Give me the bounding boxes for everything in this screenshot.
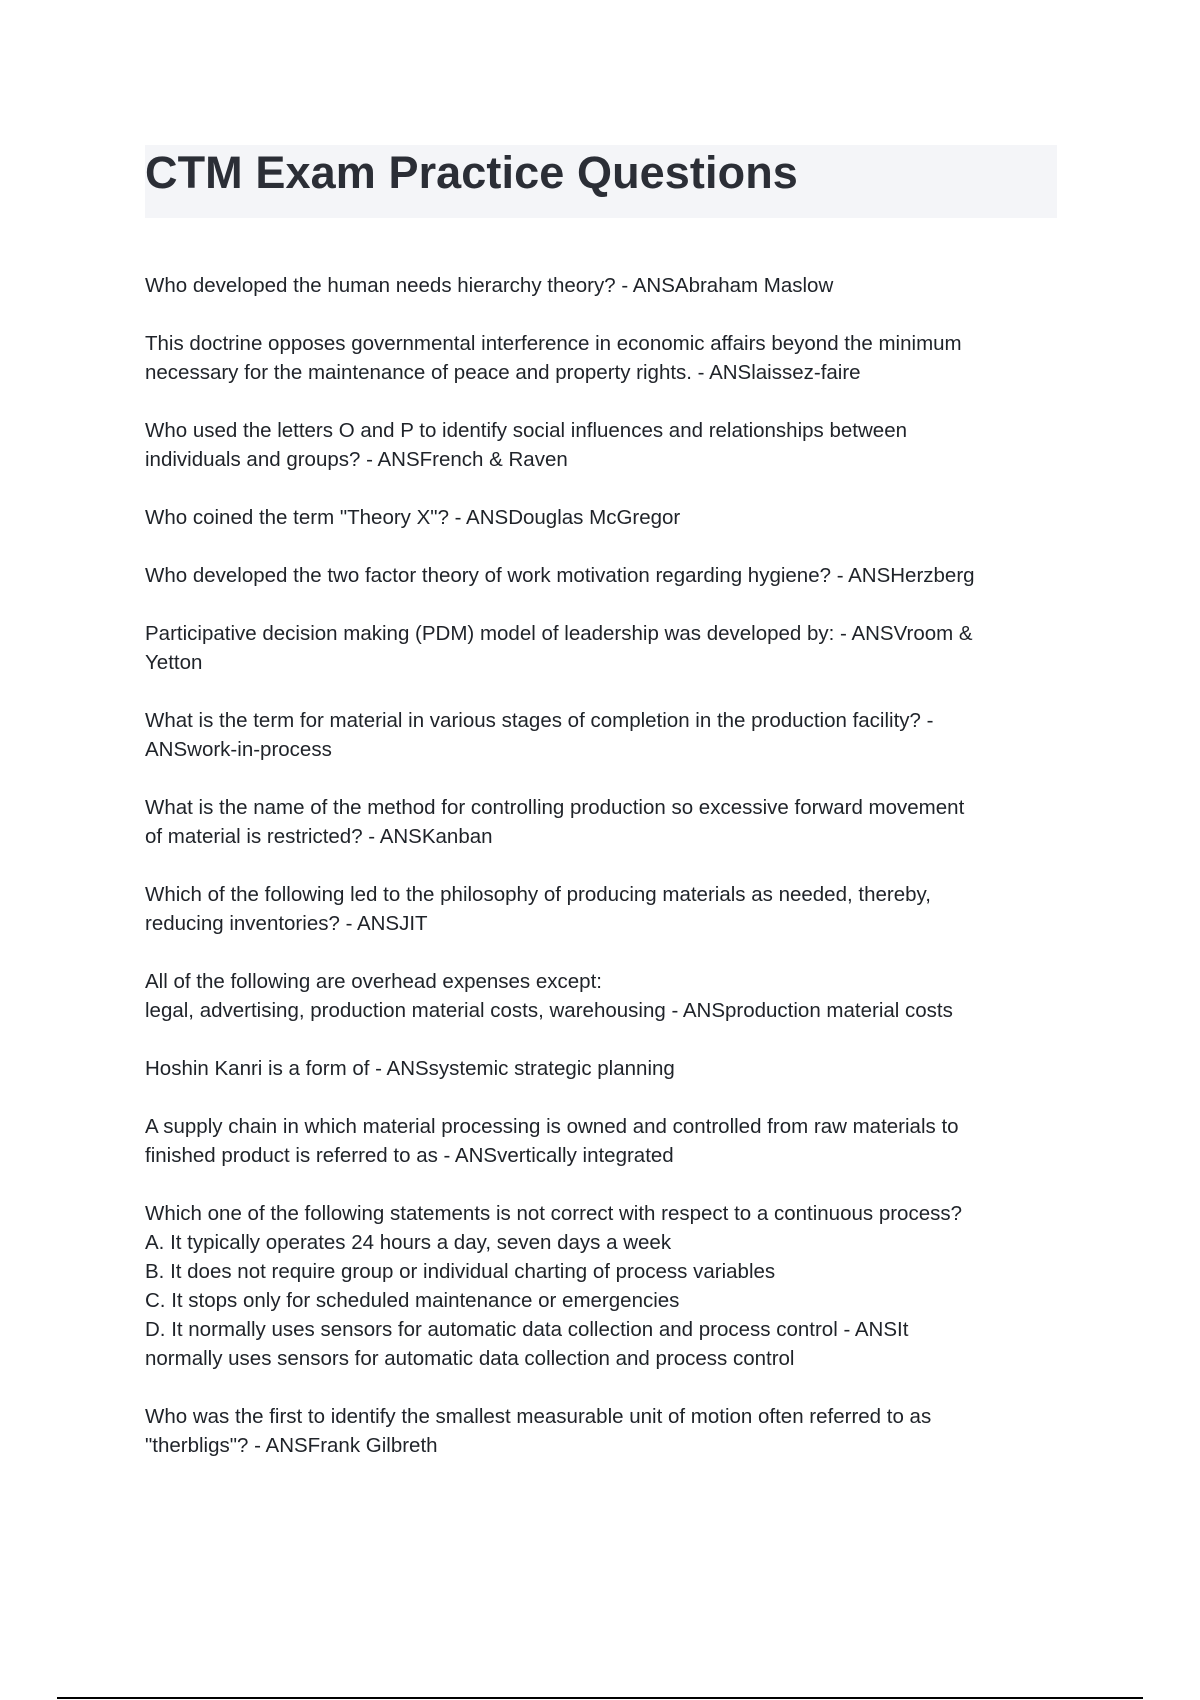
question-item: [145, 619, 1057, 677]
answer-option: B. It does not require group or individual charting of process variables: [145, 1260, 776, 1283]
question-line: Who developed the human needs hierarchy theory? - ANSAbraham Maslow: [145, 274, 834, 297]
question-line: What is the name of the method for controlling production so excessive forward movement: [145, 796, 965, 819]
question-line: ANSwork-in-process: [145, 738, 332, 761]
question-line: Participative decision making (PDM) model of leadership was developed by: - ANSVroom &: [145, 622, 973, 645]
question-line: finished product is referred to as - ANSvertically integrated: [145, 1144, 674, 1167]
question-line: This doctrine opposes governmental interference in economic affairs beyond the minimum: [145, 332, 962, 355]
question-item: [145, 706, 1057, 764]
question-line: Who was the first to identify the smallest measurable unit of motion often referred to as: [145, 1405, 932, 1428]
question-line: Who developed the two factor theory of work motivation regarding hygiene? - ANSHerzberg: [145, 564, 975, 587]
question-item: [145, 1054, 1057, 1083]
question-line: Which one of the following statements is not correct with respect to a continuous process?: [145, 1202, 962, 1225]
question-item: [145, 1112, 1057, 1170]
question-line: individuals and groups? - ANSFrench & Raven: [145, 448, 568, 471]
question-item: [145, 329, 1057, 387]
question-line: necessary for the maintenance of peace and property rights. - ANSlaissez-faire: [145, 361, 861, 384]
question-line: A supply chain in which material processing is owned and controlled from raw materials to: [145, 1115, 959, 1138]
answer-option: A. It typically operates 24 hours a day, seven days a week: [145, 1231, 672, 1254]
question-line: Yetton: [145, 651, 203, 674]
question-item: [145, 271, 1057, 300]
answer-option: C. It stops only for scheduled maintenance or emergencies: [145, 1289, 680, 1312]
question-line: Which of the following led to the philosophy of producing materials as needed, thereby,: [145, 883, 931, 906]
question-item: [145, 503, 1057, 532]
answer-option: D. It normally uses sensors for automatic data collection and process control - ANSIt: [145, 1318, 909, 1341]
question-line: legal, advertising, production material costs, warehousing - ANSproduction material costs: [145, 999, 953, 1022]
question-item: [145, 416, 1057, 474]
question-line: All of the following are overhead expenses except:: [145, 970, 602, 993]
question-item: [145, 1199, 1057, 1373]
question-line: Who coined the term "Theory X"? - ANSDouglas McGregor: [145, 506, 681, 529]
question-line: normally uses sensors for automatic data collection and process control: [145, 1347, 795, 1370]
page-title: CTM Exam Practice Questions: [145, 147, 798, 198]
question-item: [145, 967, 1057, 1025]
question-line: Hoshin Kanri is a form of - ANSsystemic strategic planning: [145, 1057, 675, 1080]
question-item: [145, 793, 1057, 851]
question-line: "therbligs"? - ANSFrank Gilbreth: [145, 1434, 438, 1457]
question-line: Who used the letters O and P to identify social influences and relationships between: [145, 419, 907, 442]
question-item: [145, 880, 1057, 938]
question-item: [145, 1402, 1057, 1460]
question-line: of material is restricted? - ANSKanban: [145, 825, 493, 848]
question-line: reducing inventories? - ANSJIT: [145, 912, 428, 935]
question-list: [145, 271, 1057, 1489]
question-item: [145, 561, 1057, 590]
question-line: What is the term for material in various stages of completion in the production facility? -: [145, 709, 934, 732]
footer-divider: [57, 1697, 1143, 1699]
